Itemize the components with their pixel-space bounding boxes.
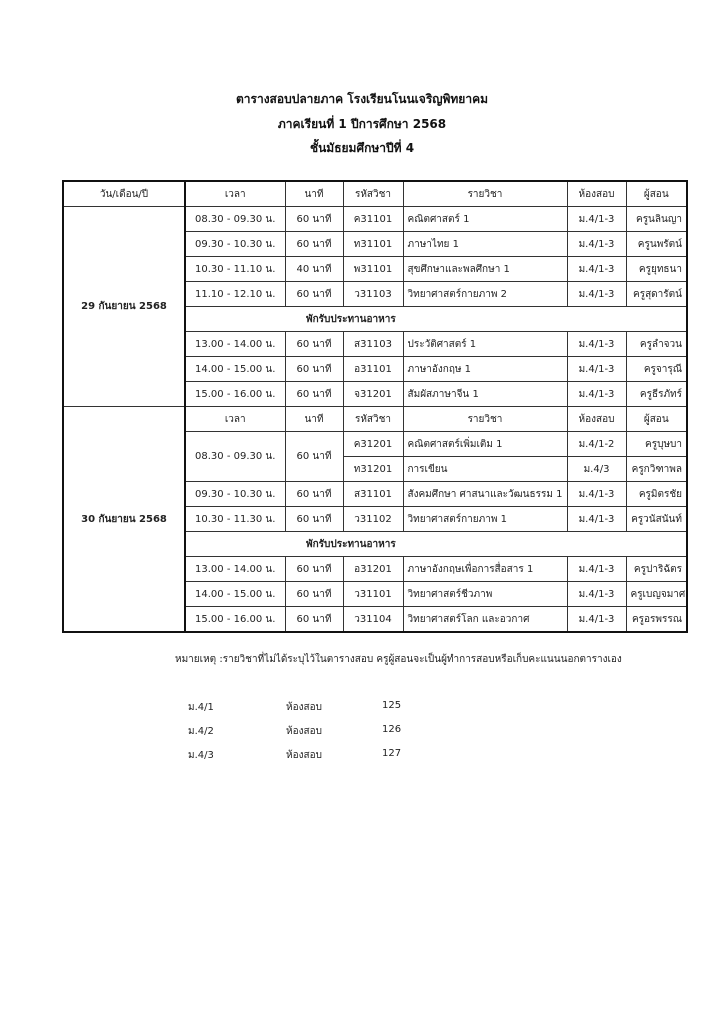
subject-code: ว31103 xyxy=(343,282,403,307)
exam-date: 29 กันยายน 2568 xyxy=(63,207,185,407)
exam-room: ม.4/1-3 xyxy=(567,207,626,232)
room-label: ห้องสอบ xyxy=(286,702,322,713)
subject-code: ค31101 xyxy=(343,207,403,232)
subject-name: คณิตศาสตร์เพิ่มเติม 1 xyxy=(403,432,567,457)
document-title: ตารางสอบปลายภาค โรงเรียนโนนเจริญพิทยาคม xyxy=(235,92,489,106)
subject-code: ท31201 xyxy=(343,457,403,482)
exam-room: ม.4/1-3 xyxy=(567,382,626,407)
exam-room: ม.4/1-3 xyxy=(567,357,626,382)
exam-time: 15.00 - 16.00 น. xyxy=(185,607,285,633)
exam-time: 08.30 - 09.30 น. xyxy=(185,432,285,482)
footnote: หมายเหตุ :รายวิชาที่ไม่ได้ระบุไว้ในตารางสอบ ครูผู้สอนจะเป็นผู้ทำการสอบหรือเก็บคะแนนนอกตารางเอง xyxy=(175,654,622,665)
exam-room: ม.4/1-3 xyxy=(567,507,626,532)
exam-minutes: 60 นาที xyxy=(285,582,343,607)
grade-subtitle: ชั้นมัธยมศึกษาปีที่ 4 xyxy=(309,141,415,155)
column-header-date: วัน/เดือน/ปี xyxy=(63,181,185,207)
subject-name: วิทยาศาสตร์กายภาพ 2 xyxy=(403,282,567,307)
room-label: ห้องสอบ xyxy=(286,726,322,737)
exam-minutes: 60 นาที xyxy=(285,332,343,357)
room-number: 125 xyxy=(382,700,402,711)
column-header-room: ห้องสอบ xyxy=(567,407,626,432)
subject-code: ว31101 xyxy=(343,582,403,607)
room-class: ม.4/1 xyxy=(188,702,214,713)
room-number: 126 xyxy=(382,724,402,735)
column-header-code: รหัสวิชา xyxy=(343,181,403,207)
subject-name: วิทยาศาสตร์ชีวภาพ xyxy=(403,582,567,607)
subject-code: พ31101 xyxy=(343,257,403,282)
exam-time: 15.00 - 16.00 น. xyxy=(185,382,285,407)
teacher-name: ครูอรพรรณ xyxy=(626,607,687,633)
subject-name: ภาษาอังกฤษเพื่อการสื่อสาร 1 xyxy=(403,557,567,582)
subject-name: ภาษาไทย 1 xyxy=(403,232,567,257)
exam-time: 09.30 - 10.30 น. xyxy=(185,232,285,257)
subject-code: อ31101 xyxy=(343,357,403,382)
lunch-break-label: พักรับประทานอาหาร xyxy=(185,532,687,557)
subject-code: ท31101 xyxy=(343,232,403,257)
table-row xyxy=(63,207,687,232)
column-header-code: รหัสวิชา xyxy=(343,407,403,432)
exam-time: 10.30 - 11.30 น. xyxy=(185,507,285,532)
column-header-minutes: นาที xyxy=(285,407,343,432)
subject-code: ว31102 xyxy=(343,507,403,532)
teacher-name: ครูนลินญา xyxy=(626,207,687,232)
teacher-name: ครูเบญจมาศ xyxy=(626,582,687,607)
exam-time: 08.30 - 09.30 น. xyxy=(185,207,285,232)
room-class: ม.4/2 xyxy=(188,726,214,737)
room-item xyxy=(188,748,428,772)
exam-time: 11.10 - 12.10 น. xyxy=(185,282,285,307)
exam-minutes: 60 นาที xyxy=(285,207,343,232)
subject-name: สุขศึกษาและพลศึกษา 1 xyxy=(403,257,567,282)
exam-room: ม.4/3 xyxy=(567,457,626,482)
exam-minutes: 60 นาที xyxy=(285,482,343,507)
exam-time: 13.00 - 14.00 น. xyxy=(185,557,285,582)
exam-date: 30 กันยายน 2568 xyxy=(63,407,185,633)
exam-minutes: 60 นาที xyxy=(285,232,343,257)
header-row xyxy=(63,181,687,207)
subject-name: สัมผัสภาษาจีน 1 xyxy=(403,382,567,407)
room-item xyxy=(188,700,428,724)
exam-room: ม.4/1-3 xyxy=(567,257,626,282)
exam-time: 10.30 - 11.10 น. xyxy=(185,257,285,282)
exam-minutes: 60 นาที xyxy=(285,507,343,532)
room-label: ห้องสอบ xyxy=(286,750,322,761)
exam-time: 14.00 - 15.00 น. xyxy=(185,357,285,382)
column-header-minutes: นาที xyxy=(285,181,343,207)
teacher-name: ครูยุทธนา xyxy=(626,257,687,282)
column-header-subject: รายวิชา xyxy=(403,181,567,207)
subject-name: ประวัติศาสตร์ 1 xyxy=(403,332,567,357)
room-item xyxy=(188,724,428,748)
exam-minutes: 60 นาที xyxy=(285,282,343,307)
subject-code: ส31101 xyxy=(343,482,403,507)
subject-name: วิทยาศาสตร์กายภาพ 1 xyxy=(403,507,567,532)
column-header-time: เวลา xyxy=(185,407,285,432)
lunch-break-label: พักรับประทานอาหาร xyxy=(185,307,687,332)
subject-code: ค31201 xyxy=(343,432,403,457)
column-header-teacher: ผู้สอน xyxy=(626,181,687,207)
header-row xyxy=(63,407,687,432)
teacher-name: ครูธีรภัทร์ xyxy=(626,382,687,407)
column-header-room: ห้องสอบ xyxy=(567,181,626,207)
column-header-teacher: ผู้สอน xyxy=(626,407,687,432)
teacher-name: ครูนพรัตน์ xyxy=(626,232,687,257)
semester-subtitle: ภาคเรียนที่ 1 ปีการศึกษา 2568 xyxy=(277,117,447,131)
exam-time: 09.30 - 10.30 น. xyxy=(185,482,285,507)
exam-minutes: 60 นาที xyxy=(285,557,343,582)
exam-room: ม.4/1-2 xyxy=(567,432,626,457)
exam-schedule-table xyxy=(62,180,688,633)
teacher-name: ครูปาริฉัตร xyxy=(626,557,687,582)
exam-minutes: 60 นาที xyxy=(285,607,343,633)
teacher-name: ครูลำจวน xyxy=(626,332,687,357)
teacher-name: ครูบุษบา xyxy=(626,432,687,457)
room-number: 127 xyxy=(382,748,402,759)
subject-code: อ31201 xyxy=(343,557,403,582)
room-class: ม.4/3 xyxy=(188,750,214,761)
subject-code: ว31104 xyxy=(343,607,403,633)
teacher-name: ครูมิตรชัย xyxy=(626,482,687,507)
exam-time: 13.00 - 14.00 น. xyxy=(185,332,285,357)
teacher-name: ครูกวิฑาพล xyxy=(626,457,687,482)
teacher-name: ครูจารุณี xyxy=(626,357,687,382)
subject-name: วิทยาศาสตร์โลก และอวกาศ xyxy=(403,607,567,633)
exam-room: ม.4/1-3 xyxy=(567,607,626,633)
exam-minutes: 60 นาที xyxy=(285,357,343,382)
exam-room: ม.4/1-3 xyxy=(567,282,626,307)
subject-name: คณิตศาสตร์ 1 xyxy=(403,207,567,232)
exam-room: ม.4/1-3 xyxy=(567,557,626,582)
subject-code: จ31201 xyxy=(343,382,403,407)
subject-name: ภาษาอังกฤษ 1 xyxy=(403,357,567,382)
column-header-time: เวลา xyxy=(185,181,285,207)
exam-minutes: 60 นาที xyxy=(285,432,343,482)
exam-room: ม.4/1-3 xyxy=(567,582,626,607)
subject-name: สังคมศึกษา ศาสนาและวัฒนธรรม 1 xyxy=(403,482,567,507)
exam-room: ม.4/1-3 xyxy=(567,232,626,257)
exam-room: ม.4/1-3 xyxy=(567,482,626,507)
subject-code: ส31103 xyxy=(343,332,403,357)
room-list xyxy=(188,700,428,772)
teacher-name: ครูวนัสนันท์ xyxy=(626,507,687,532)
exam-room: ม.4/1-3 xyxy=(567,332,626,357)
exam-minutes: 60 นาที xyxy=(285,382,343,407)
exam-time: 14.00 - 15.00 น. xyxy=(185,582,285,607)
column-header-subject: รายวิชา xyxy=(403,407,567,432)
exam-minutes: 40 นาที xyxy=(285,257,343,282)
subject-name: การเขียน xyxy=(403,457,567,482)
teacher-name: ครูสุดารัตน์ xyxy=(626,282,687,307)
